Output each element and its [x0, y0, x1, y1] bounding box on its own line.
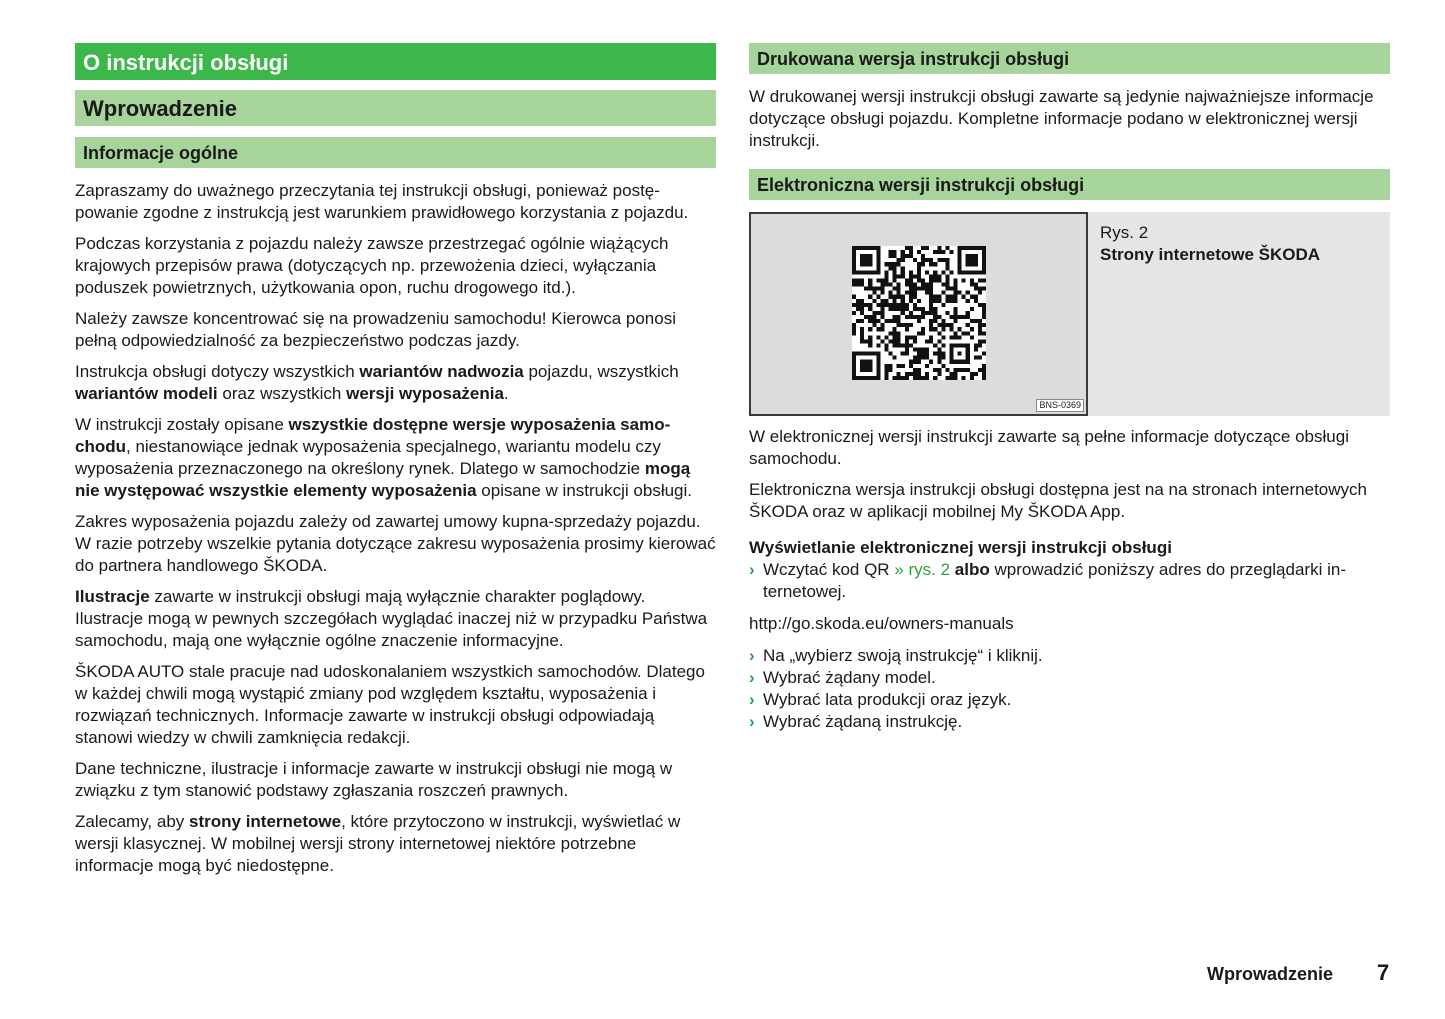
manual-url[interactable]: http://go.skoda.eu/owners-manuals	[749, 614, 1014, 633]
paragraph: Zakres wyposażenia pojazdu zależy od zawartej umowy kupna-sprzedaży pojazdu. W razie potrzeby wszelkie pytania dotyczące zakresu wyposażenia prosimy kierować do partnera handlowego ŠKODA.	[75, 512, 716, 575]
subsection-title: Informacje ogólne	[75, 137, 716, 168]
page-number: 7	[1377, 960, 1390, 985]
qr-code-icon[interactable]	[852, 246, 986, 380]
arrow-icon: ›	[749, 668, 755, 687]
section-title: Wprowadzenie	[75, 90, 716, 126]
paragraph: Podczas korzystania z pojazdu należy zawsze przestrzegać ogólnie wiążących krajowych przepisów prawa (dotyczących np. przewożenia dzieci, wyłączania poduszek powietrznych, użytkowania opon, ruchu drogowego itd.).	[75, 234, 669, 297]
paragraph: Zapraszamy do uważnego przeczytania tej instrukcji obsługi, ponieważ postępowanie zgodne z instrukcją jest warunkiem prawidłowego korzystania z pojazdu.	[75, 181, 689, 222]
figure-caption	[1100, 222, 1380, 266]
step-item: › Na „wybierz swoją instrukcję“ i kliknij.	[749, 646, 1043, 665]
paragraph: ŠKODA AUTO stale pracuje nad udoskonalaniem wszystkich samochodów. Dlatego w każdej chwili mogą wystąpić zmiany pod względem kształtu, wyposażenia i rozwiązań technicznych. Informacje zawarte w instrukcji obsługi odpowiadają stanowi wiedzy w chwili zamknięcia redakcji.	[75, 662, 705, 747]
figure-code: BNS-0369	[1036, 399, 1084, 412]
paragraph: Elektroniczna wersja instrukcji obsługi dostępna jest na na stronach internetowych ŠKODA oraz w aplikacji mobilnej My ŠKODA App.	[749, 480, 1367, 521]
figure-number: Rys. 2	[1100, 223, 1149, 242]
paragraph: Należy zawsze koncentrować się na prowadzeniu samochodu! Kierowca ponosi pełną odpowiedzialność za bezpieczeństwo podczas jazdy.	[75, 309, 676, 350]
chapter-title: O instrukcji obsługi	[75, 43, 716, 80]
figure-title: Strony internetowe ŠKODA	[1100, 245, 1321, 264]
right-column	[749, 43, 1390, 733]
paragraph: Dane techniczne, ilustracje i informacje zawarte w instrukcji obsługi nie mogą w związku z tym stanowić podstawy zgłaszania roszczeń prawnych.	[75, 759, 673, 800]
step-item: › Wybrać żądaną instrukcję.	[749, 712, 963, 731]
arrow-icon: ›	[749, 690, 755, 709]
paragraph: W elektronicznej wersji instrukcji zawarte są pełne informacje dotyczące obsługi samochodu.	[749, 427, 1349, 468]
step-item: › Wczytać kod QR » rys. 2 albo wprowadzić poniższy adres do przeglądarki internetowej.	[749, 560, 1346, 601]
footer-section-title: Wprowadzenie	[1207, 964, 1334, 984]
step-item: › Wybrać lata produkcji oraz język.	[749, 690, 1012, 709]
arrow-icon: ›	[749, 712, 755, 731]
left-column	[75, 43, 716, 877]
printed-version-heading: Drukowana wersja instrukcji obsługi	[749, 43, 1390, 74]
arrow-icon: ›	[749, 560, 755, 579]
paragraph: Instrukcja obsługi dotyczy wszystkich wariantów nadwozia pojazdu, wszystkich wariantów modeli oraz wszystkich wersji wyposażenia.	[75, 362, 679, 403]
figure-image	[749, 212, 1088, 416]
paragraph: Zalecamy, aby strony internetowe, które przytoczono w instrukcji, wyświetlać w wersji klasycznej. W mobilnej wersji strony internetowej niektóre potrzebne informacje mogą być niedostępne.	[75, 812, 681, 875]
step-item: › Wybrać żądany model.	[749, 668, 936, 687]
arrow-icon: ›	[749, 646, 755, 665]
steps-list	[749, 645, 1390, 733]
paragraph: W instrukcji zostały opisane wszystkie dostępne wersje wyposażenia samochodu, niestanowiące jednak wyposażenia specjalnego, wariantu modelu czy wyposażenia przeznaczonego na określony rynek. Dlatego w samochodzie mogą nie występować wszystkie elementy wyposażenia opisane w instrukcji obsługi.	[75, 415, 693, 500]
paragraph: Ilustracje zawarte w instrukcji obsługi mają wyłącznie charakter poglądowy. Ilustracje mogą w pewnych szczegółach wyglądać inaczej niż w przypadku Państwa samochodu, mają one wyłącznie ogólne znaczenie informacyjne.	[75, 587, 708, 650]
display-subheading: Wyświetlanie elektronicznej wersji instrukcji obsługi	[749, 538, 1172, 557]
figure	[749, 212, 1390, 416]
electronic-version-heading: Elektroniczna wersji instrukcji obsługi	[749, 169, 1390, 200]
paragraph: W drukowanej wersji instrukcji obsługi zawarte są jedynie najważniejsze informacje dotyczące obsługi pojazdu. Kompletne informacje podano w elektronicznej wersji instrukcji.	[749, 87, 1374, 150]
figure-reference-link[interactable]: » rys. 2	[894, 560, 951, 579]
